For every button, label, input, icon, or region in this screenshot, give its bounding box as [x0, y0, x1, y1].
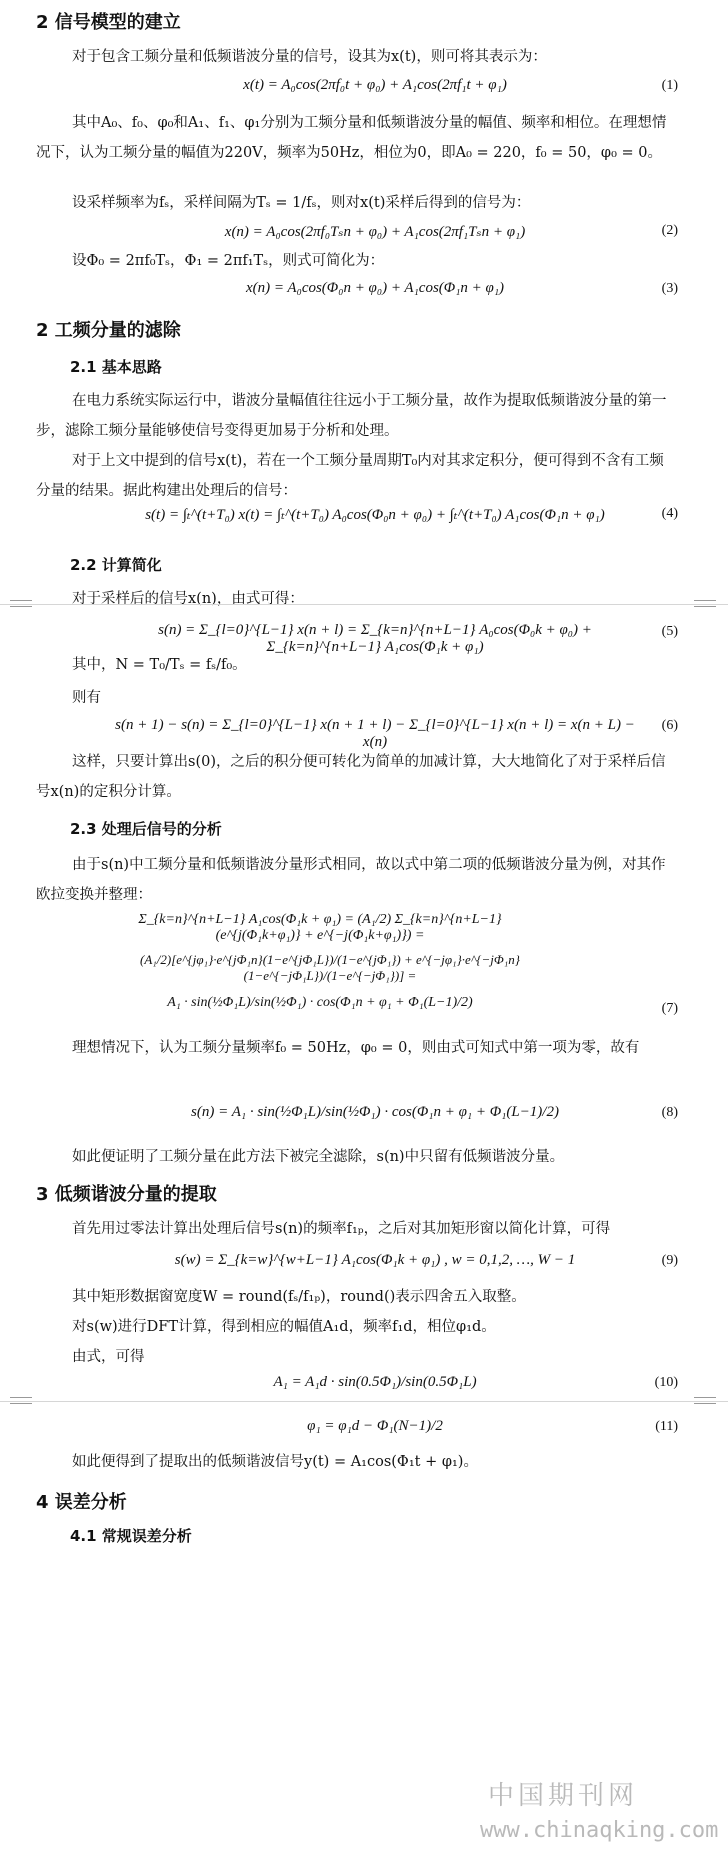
page-corner-mark [694, 1397, 716, 1404]
paragraph: 设采样频率为fₛ，采样间隔为Tₛ = 1/fₛ，则对x(t)采样后得到的信号为： [72, 195, 531, 211]
equation-number: (10) [654, 1375, 678, 1390]
page-separator [0, 604, 728, 605]
paragraph: 首先用过零法计算出处理后信号s(n)的频率f₁ₚ，之后对其加矩形窗以简化计算，可得 [72, 1221, 611, 1237]
paragraph: 设Φ₀ = 2πf₀Tₛ，Φ₁ = 2πf₁Tₛ，则式可简化为： [72, 253, 385, 269]
paragraph: 在电力系统实际运行中，谐波分量幅值往往远小于工频分量，故作为提取低频谐波分量的第一步，滤除工频分量能够使信号变得更加易于分析和处理。 [36, 393, 667, 439]
subsection-heading: 2.2 计算简化 [70, 556, 162, 574]
equation-number: (3) [661, 281, 678, 296]
equation-number: (6) [661, 718, 678, 733]
equation-number: (5) [661, 624, 678, 639]
equation: s(n + 1) − s(n) = Σ_{l=0}^{L−1} x(n + 1 + l) − Σ_{l=0}^{L−1} x(n + l) = x(n + L) − x(n) [115, 717, 635, 750]
paragraph: 如此便证明了工频分量在此方法下被完全滤除，s(n)中只留有低频谐波分量。 [72, 1149, 565, 1165]
paragraph: 对于包含工频分量和低频谐波分量的信号，设其为x(t)，则可将其表示为： [72, 49, 547, 65]
paragraph: 理想情况下，认为工频分量频率f₀ = 50Hz，φ₀ = 0，则由式可知式中第一项为零，故有 [72, 1040, 640, 1056]
equation: s(n) = A₁ · sin(½Φ₁L)/sin(½Φ₁) · cos(Φ₁n + φ₁ + Φ₁(L−1)/2) [191, 1104, 559, 1120]
equation: s(n) = Σ_{l=0}^{L−1} x(n + l) = Σ_{k=n}^{n+L−1} A₀cos(Φ₀k + φ₀) + Σ_{k=n}^{n+L−1} A₁cos(Φ₁k + φ₁) [158, 622, 592, 655]
section-heading: 2 工频分量的滤除 [36, 320, 181, 341]
equation: (A₁/2)[e^{jφ₁}·e^{jΦ₁n}(1−e^{jΦ₁L})/(1−e^{jΦ₁}) + e^{−jφ₁}·e^{−jΦ₁n}(1−e^{−jΦ₁L})/(1−e^{−jΦ₁})] = [140, 952, 520, 983]
equation-number: (7) [661, 1001, 678, 1016]
paragraph: 其中矩形数据窗宽度W = round(fₛ/f₁ₚ)，round()表示四舍五入取整。 [72, 1289, 526, 1305]
equation-number: (11) [655, 1419, 678, 1434]
paragraph: 由于s(n)中工频分量和低频谐波分量形式相同，故以式中第二项的低频谐波分量为例，对其作欧拉变换并整理： [36, 857, 666, 903]
watermark-logo: 中国期刊网 [488, 1781, 639, 1811]
equation: x(n) = A₀cos(Φ₀n + φ₀) + A₁cos(Φ₁n + φ₁) [245, 280, 505, 296]
page-corner-mark [10, 1397, 32, 1404]
paragraph: 这样，只要计算出s(0)，之后的积分便可转化为简单的加减计算，大大地简化了对于采样后信号x(n)的定积分计算。 [36, 754, 666, 800]
subsection-heading: 2.3 处理后信号的分析 [70, 820, 222, 838]
watermark-url: www.chinaqking.com [480, 1818, 719, 1843]
equation: φ₁ = φ₁d − Φ₁(N−1)/2 [307, 1418, 443, 1434]
paragraph: 则有 [72, 690, 101, 706]
page-corner-mark [10, 600, 32, 607]
paragraph: 对于上文中提到的信号x(t)，若在一个工频分量周期T₀内对其求定积分，便可得到不含有工频分量的结果。据此构建出处理后的信号： [36, 453, 664, 499]
paragraph: 对于采样后的信号x(n)，由式可得： [72, 591, 304, 607]
paragraph: 其中A₀、f₀、φ₀和A₁、f₁、φ₁分别为工频分量和低频谐波分量的幅值、频率和相位。在理想情况下，认为工频分量的幅值为220V，频率为50Hz，相位为0，即A₀ = 220，f₀ = 50，φ₀ = 0。 [36, 115, 667, 161]
equation-number: (2) [661, 223, 678, 238]
equation-number: (9) [661, 1253, 678, 1268]
equation-number: (4) [661, 506, 678, 521]
equation: s(w) = Σ_{k=w}^{w+L−1} A₁cos(Φ₁k + φ₁) , w = 0,1,2, …, W − 1 [174, 1252, 576, 1268]
page-separator [0, 1401, 728, 1402]
page-corner-mark [694, 600, 716, 607]
equation: A₁ = A₁d · sin(0.5Φ₁)/sin(0.5Φ₁L) [273, 1374, 477, 1390]
equation-number: (1) [661, 78, 678, 93]
paragraph: 对s(w)进行DFT计算，得到相应的幅值A₁d，频率f₁d，相位φ₁d。 [72, 1319, 496, 1335]
section-heading: 4 误差分析 [36, 1492, 127, 1513]
equation: x(n) = A₀cos(2πf₀Tₛn + φ₀) + A₁cos(2πf₁Tₛn + φ₁) [224, 224, 526, 240]
equation-number: (8) [661, 1105, 678, 1120]
subsection-heading: 4.1 常规误差分析 [70, 1527, 192, 1545]
equation: s(t) = ∫ₜ^(t+T₀) x(t) = ∫ₜ^(t+T₀) A₀cos(Φ₀n + φ₀) + ∫ₜ^(t+T₀) A₁cos(Φ₁n + φ₁) [145, 507, 605, 523]
subsection-heading: 2.1 基本思路 [70, 358, 162, 376]
equation: A₁ · sin(½Φ₁L)/sin(½Φ₁) · cos(Φ₁n + φ₁ + Φ₁(L−1)/2) [167, 995, 473, 1010]
equation: x(t) = A₀cos(2πf₀t + φ₀) + A₁cos(2πf₁t + φ₁) [243, 77, 507, 93]
section-heading: 3 低频谐波分量的提取 [36, 1184, 217, 1205]
section-heading: 2 信号模型的建立 [36, 12, 181, 33]
equation: Σ_{k=n}^{n+L−1} A₁cos(Φ₁k + φ₁) = (A₁/2) Σ_{k=n}^{n+L−1} (e^{j(Φ₁k+φ₁)} + e^{−j(Φ₁k+φ₁)}) = [138, 912, 502, 943]
paragraph: 如此便得到了提取出的低频谐波信号y(t) = A₁cos(Φ₁t + φ₁)。 [72, 1454, 478, 1470]
paragraph: 由式，可得 [72, 1349, 145, 1365]
paragraph: 其中，N = T₀/Tₛ = fₛ/f₀。 [72, 657, 247, 673]
